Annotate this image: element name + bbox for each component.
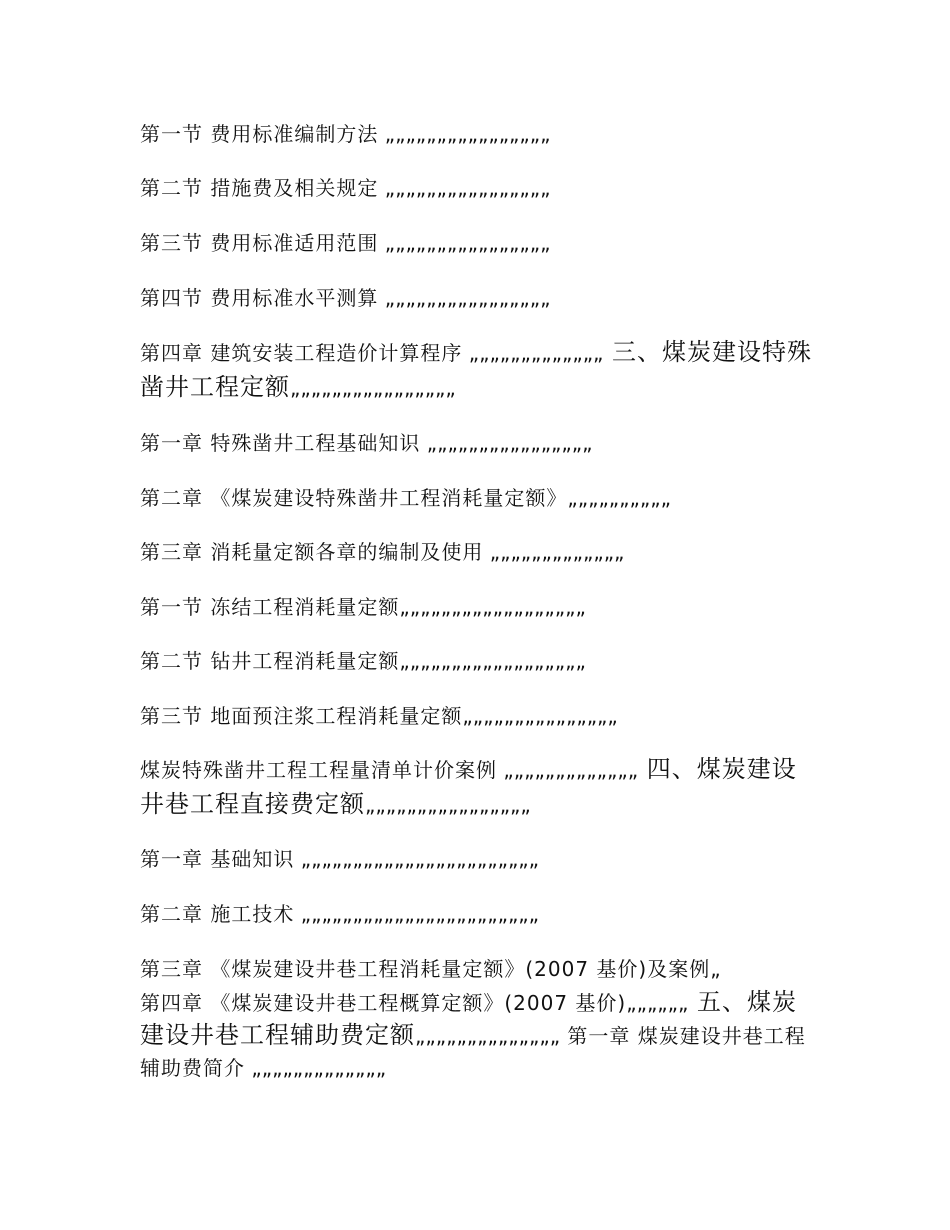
toc-entry-title: 第四章 《煤炭建设井巷工程概算定额》(2007 基价) [140, 991, 627, 1015]
toc-entry-8[interactable] [140, 540, 820, 564]
toc-leader-dots: „„„„„„„„„„„„„„„ [462, 704, 618, 728]
toc-leader-dots: „„„„„„„„„„„„„„„„ [378, 286, 551, 310]
toc-entry-1[interactable] [140, 122, 820, 146]
toc-entry-title: 第四章 建筑安装工程造价计算程序 [140, 341, 463, 365]
toc-leader-dots: „„„„„„„„„„„„„„„„ [378, 122, 551, 146]
toc-entry-title: 第一章 特殊凿井工程基础知识 [140, 431, 421, 455]
toc-entry-title: 第一节 冻结工程消耗量定额 [140, 595, 400, 619]
toc-leader-dots: „„„„„„„„„„„„„„„„„„ [399, 649, 586, 673]
toc-entry-title: 煤炭特殊凿井工程工程量清单计价案例 [140, 758, 497, 782]
toc-entry-title: 第一章 基础知识 [140, 847, 295, 871]
toc-entry-title: 第二章 《煤炭建设特殊凿井工程消耗量定额》 [140, 486, 568, 510]
toc-part-heading: 四、煤炭建设井巷工程直接费定额 [140, 755, 797, 818]
toc-leader-dots: „„„„„„„„„„„„„„„„„„„„„„„ [294, 902, 540, 926]
toc-entry-6[interactable] [140, 431, 820, 455]
toc-entry-13[interactable] [140, 847, 820, 871]
toc-leader-dots: „„„„„„„„„„„„„ [483, 540, 625, 564]
toc-entry-16[interactable] [140, 986, 820, 1084]
toc-leader-dots: „„„„„„ [626, 991, 689, 1015]
toc-leader-dots: „„„„„„„„„„„„„„„„„„ [399, 595, 586, 619]
toc-part-heading: 五、煤炭建设井巷工程辅助费定额 [140, 988, 798, 1049]
toc-leader-dots: „„„„„„„„„„„„„„ [415, 1024, 561, 1048]
toc-entry-12[interactable] [140, 752, 820, 822]
toc-entry-title: 第三节 费用标准适用范围 [140, 231, 379, 255]
toc-entry-15[interactable] [140, 957, 820, 981]
toc-entry-title: 第三节 地面预注浆工程消耗量定额 [140, 704, 463, 728]
toc-part-heading: 三、煤炭建设特殊凿井工程定额 [140, 338, 813, 401]
toc-entry-title: 第四节 费用标准水平测算 [140, 286, 379, 310]
toc-entry-title: 第二节 钻井工程消耗量定额 [140, 649, 400, 673]
toc-entry-4[interactable] [140, 286, 820, 310]
toc-leader-dots: „„„„„„„„„„„„„„„„ [420, 431, 593, 455]
toc-entry-title: 第二节 措施费及相关规定 [140, 176, 379, 200]
toc-leader-dots: „ [710, 957, 721, 981]
toc-sub-entry-title: 第一章 煤炭建设井巷工程辅助费简介 [140, 1024, 806, 1080]
toc-entry-title: 第三章 《煤炭建设井巷工程消耗量定额》(2007 基价)及案例 [140, 957, 711, 981]
toc-entry-7[interactable] [140, 486, 820, 510]
toc-entry-10[interactable] [140, 649, 820, 673]
toc-entry-title: 第三章 消耗量定额各章的编制及使用 [140, 540, 484, 564]
toc-entry-14[interactable] [140, 902, 820, 926]
toc-leader-dots: „„„„„„„„„„„„„„„„ [378, 176, 551, 200]
toc-leader-dots: „„„„„„„„„„„„„ [497, 758, 639, 782]
toc-leader-dots: „„„„„„„„„„„„„ [462, 341, 604, 365]
toc-leader-dots: „„„„„„„„„„ [567, 486, 671, 510]
toc-entry-11[interactable] [140, 704, 820, 728]
toc-entry-2[interactable] [140, 176, 820, 200]
toc-leader-dots: „„„„„„„„„„„„„ [245, 1056, 387, 1080]
toc-entry-title: 第一节 费用标准编制方法 [140, 122, 379, 146]
toc-leader-dots: „„„„„„„„„„„„„„„„ [290, 376, 456, 400]
toc-entry-5[interactable] [140, 335, 820, 405]
toc-leader-dots: „„„„„„„„„„„„„„„„ [378, 231, 551, 255]
toc-entry-9[interactable] [140, 595, 820, 619]
toc-leader-dots: „„„„„„„„„„„„„„„„„„„„„„„ [294, 847, 540, 871]
toc-entry-title: 第二章 施工技术 [140, 902, 295, 926]
toc-entry-3[interactable] [140, 231, 820, 255]
toc-leader-dots: „„„„„„„„„„„„„„„„ [365, 793, 531, 817]
